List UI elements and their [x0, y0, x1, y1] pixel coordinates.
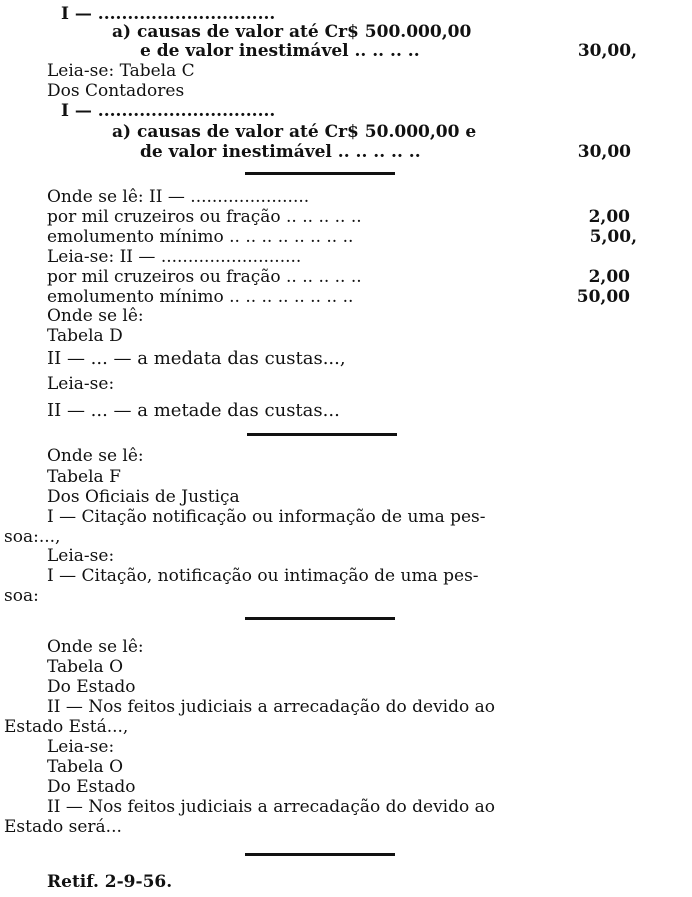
row2-label: emolumento mínimo .. .. .. .. .. .. .. ..: [47, 227, 354, 247]
tabela-o: Tabela O: [47, 657, 124, 677]
metade-line: II — ... — a metade das custas...: [47, 400, 340, 421]
section-divider: [245, 617, 395, 620]
row2-value: 5,00,: [589, 227, 637, 247]
do-estado: Do Estado: [47, 677, 136, 697]
tabela-o-2: Tabela O: [47, 757, 124, 777]
onde-se-le-2: Onde se lê:: [47, 306, 144, 326]
item-b-line2: de valor inestimável .. .. .. .. ..: [140, 142, 421, 162]
retificacao-date: Retif. 2-9-56.: [47, 872, 173, 892]
row1-label: por mil cruzeiros ou fração .. .. .. .. ..: [47, 207, 362, 227]
onde-se-le-ii: Onde se lê: II — ......................: [47, 187, 310, 207]
onde-se-le-f: Onde se lê:: [47, 446, 144, 466]
do-estado-2: Do Estado: [47, 777, 136, 797]
dos-oficiais: Dos Oficiais de Justiça: [47, 487, 240, 507]
row3-label: por mil cruzeiros ou fração .. .. .. .. ..: [47, 267, 362, 287]
citacao-2: I — Citação, notificação ou intimação de uma pes-: [47, 566, 479, 586]
onde-se-le-o: Onde se lê:: [47, 637, 144, 657]
item-b-line1: a) causas de valor até Cr$ 50.000,00 e: [112, 122, 477, 142]
section-divider: [247, 433, 397, 436]
citacao-1-cont: soa:...,: [4, 527, 61, 547]
item-a-value: 30,00,: [577, 41, 637, 61]
leia-se-o: Leia-se:: [47, 737, 115, 757]
item-i-dots-2: I — ..............................: [61, 101, 276, 121]
leia-se-tabela-c: Leia-se: Tabela C: [47, 61, 195, 81]
tabela-f: Tabela F: [47, 467, 121, 487]
feitos-1: II — Nos feitos judiciais a arrecadação do devido ao: [47, 697, 496, 717]
citacao-2-cont: soa:: [4, 586, 39, 606]
row4-label: emolumento mínimo .. .. .. .. .. .. .. ..: [47, 287, 354, 307]
feitos-2: II — Nos feitos judiciais a arrecadação do devido ao: [47, 797, 496, 817]
item-b-value: 30,00: [577, 142, 631, 162]
medata-line: II — ... — a medata das custas...,: [47, 348, 346, 369]
section-divider: [245, 172, 395, 175]
leia-se-ii: Leia-se: II — ..........................: [47, 247, 302, 267]
leia-se-f: Leia-se:: [47, 546, 115, 566]
feitos-1-cont: Estado Está...,: [4, 717, 129, 737]
item-a-line2: e de valor inestimável .. .. .. ..: [140, 41, 420, 61]
row1-value: 2,00: [588, 207, 630, 227]
row3-value: 2,00: [588, 267, 630, 287]
item-a-line1: a) causas de valor até Cr$ 500.000,00: [112, 22, 472, 42]
feitos-2-cont: Estado será...: [4, 817, 122, 837]
item-i-dots: I — ..............................: [61, 4, 276, 24]
citacao-1: I — Citação notificação ou informação de uma pes-: [47, 507, 486, 527]
leia-se-2: Leia-se:: [47, 374, 115, 394]
row4-value: 50,00: [576, 287, 630, 307]
section-divider: [245, 853, 395, 856]
dos-contadores: Dos Contadores: [47, 81, 185, 101]
tabela-d: Tabela D: [47, 326, 123, 346]
